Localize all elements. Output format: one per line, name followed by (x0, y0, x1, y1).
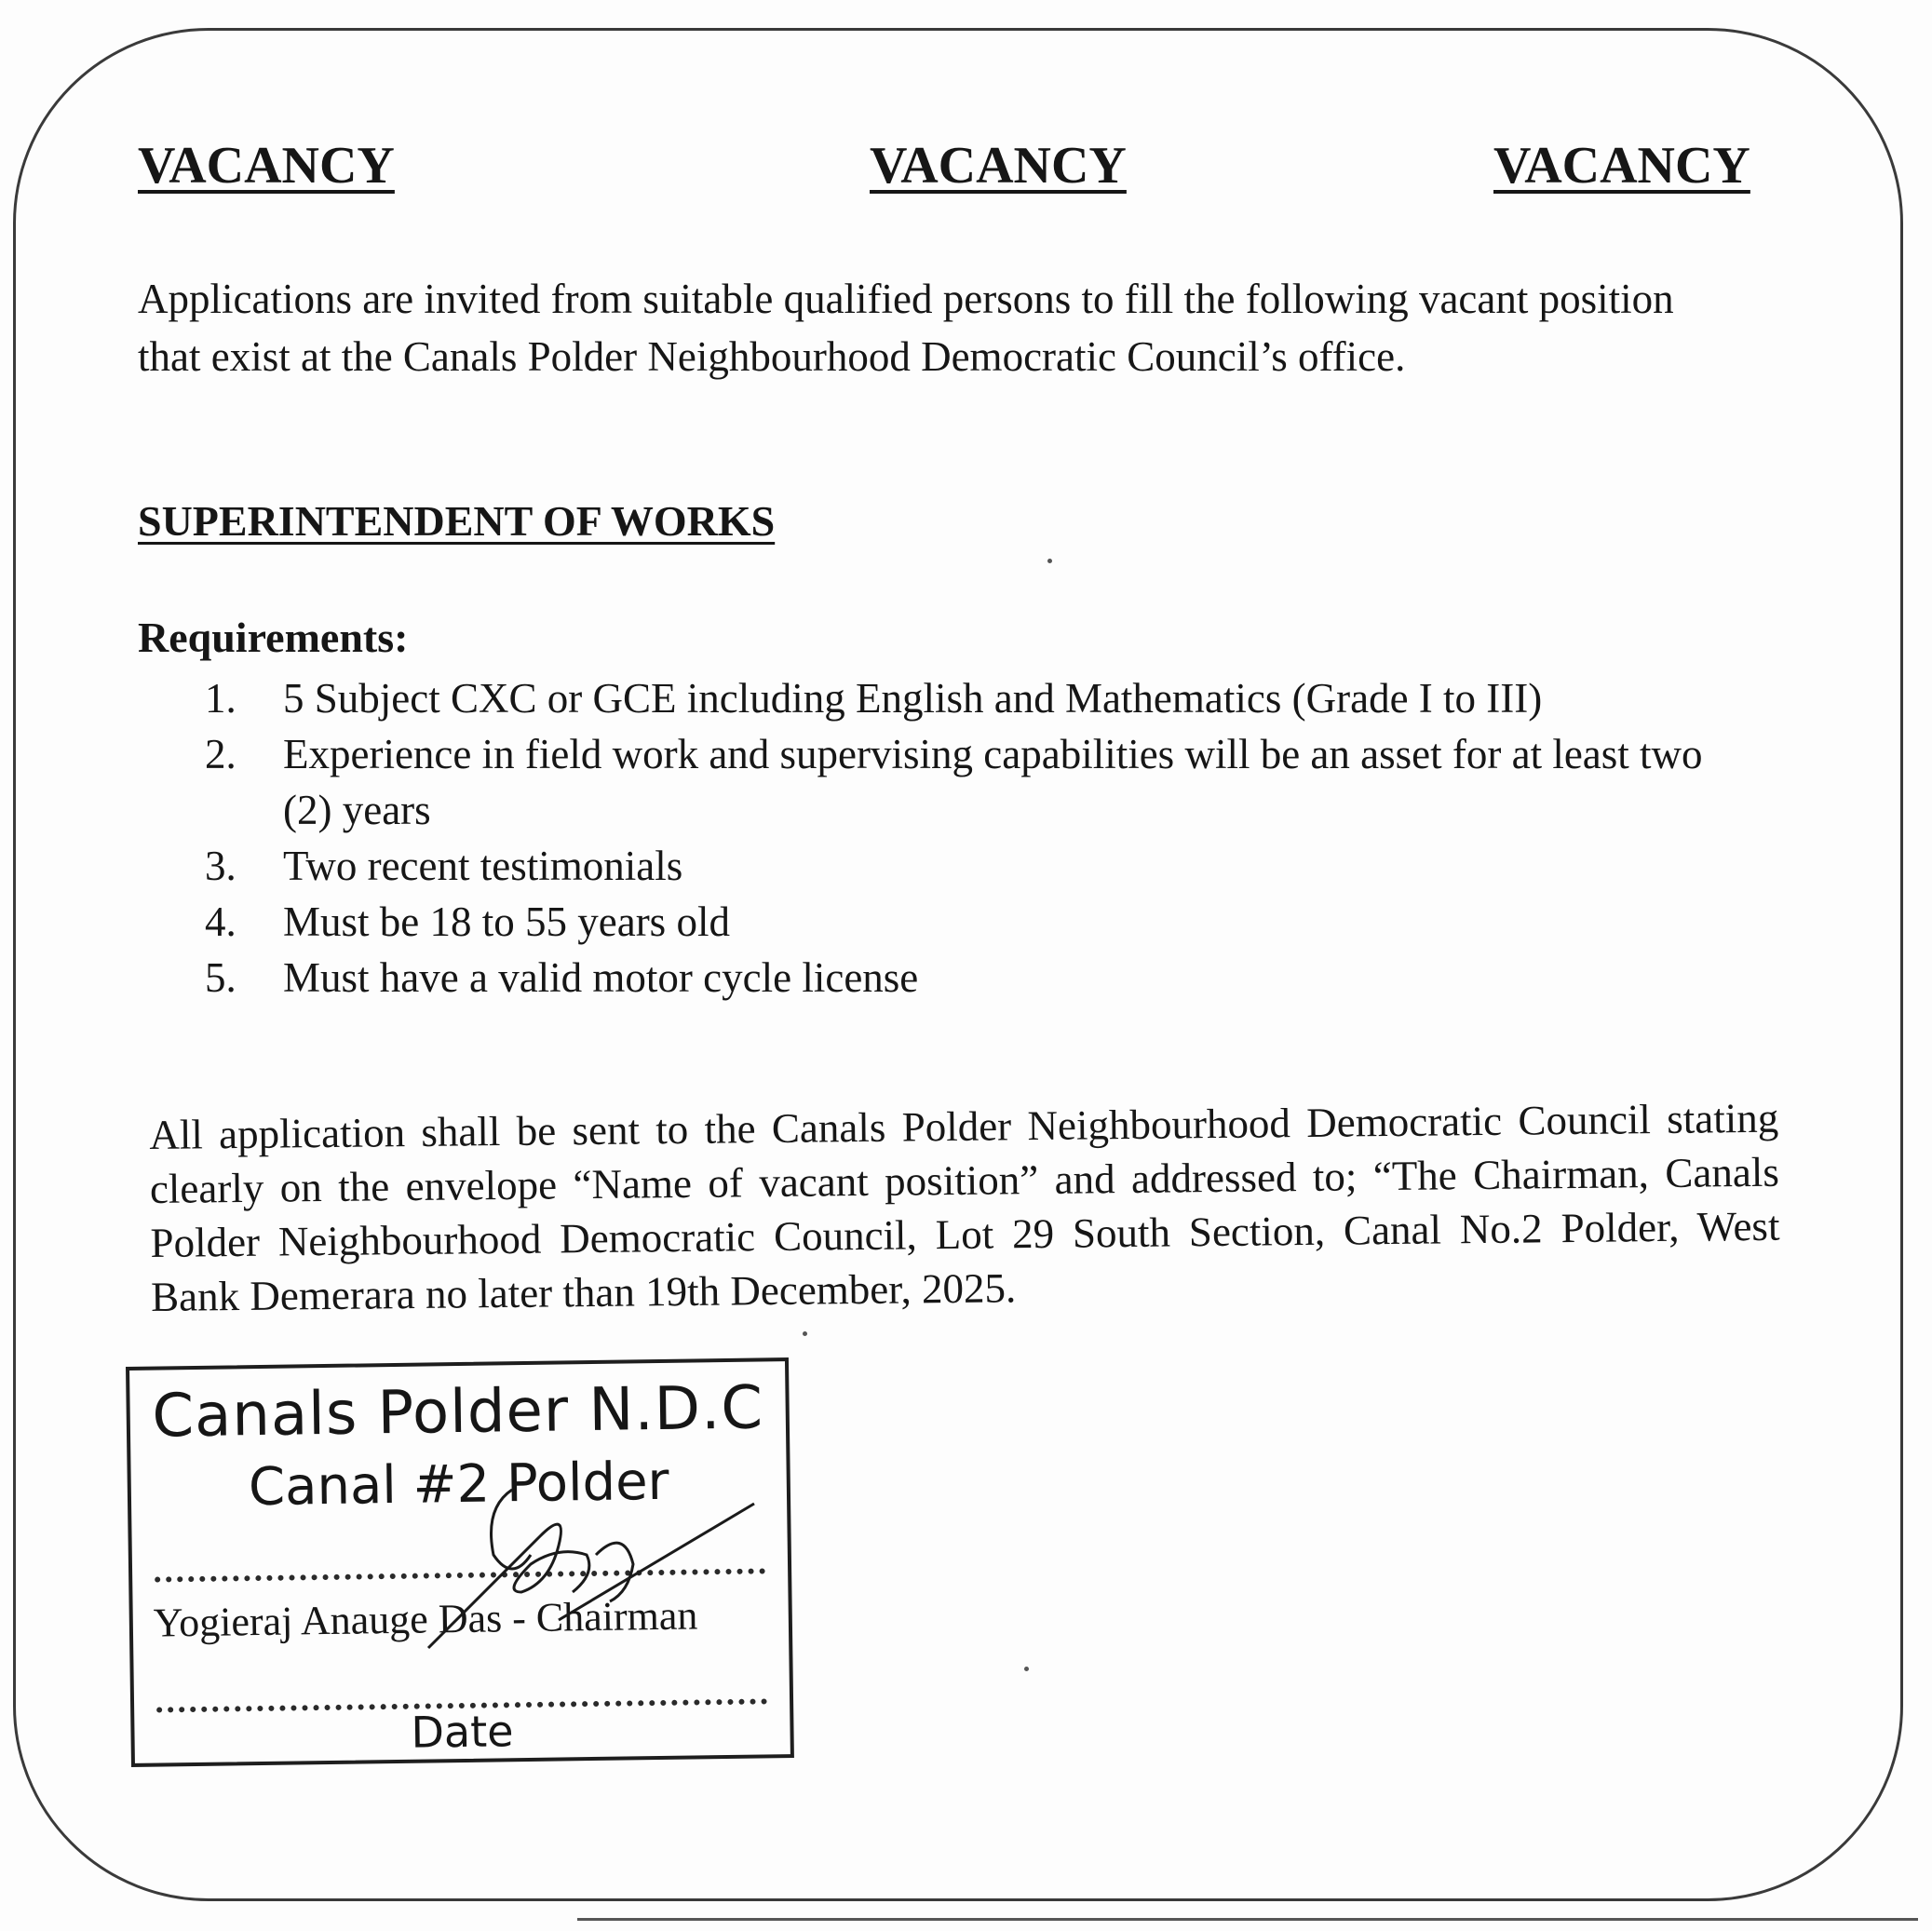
requirement-number: 4. (205, 898, 236, 945)
stamp-date-label: Date (411, 1706, 514, 1758)
requirement-item (205, 950, 1750, 1006)
requirement-item (205, 894, 1750, 950)
requirement-text: Must be 18 to 55 years old (283, 898, 730, 945)
handwritten-signature (410, 1452, 819, 1657)
requirement-number: 5. (205, 954, 236, 1001)
bottom-rule (577, 1918, 1918, 1921)
stamp-subtitle: Canal #2 Polder (248, 1451, 670, 1519)
requirement-number: 3. (205, 843, 236, 889)
stamp-signatory: Yogieraj Anauge Das - Chairman (153, 1592, 698, 1646)
requirement-text: Experience in field work and supervising capabilities will be an asset for at least two (2) years (283, 731, 1703, 833)
requirement-text: 5 Subject CXC or GCE including English and Mathematics (Grade I to III) (283, 675, 1543, 722)
requirements-list (205, 670, 1750, 1006)
application-instructions: All application shall be sent to the Canals Polder Neighbourhood Democratic Council stating clearly on the envelope “Name of vacant position” and addressed to; “The Chairman, Canals Polder Neighbourhood Democratic Council, Lot 29 South Section, Canal No.2 Polder, West Bank Demerara no later than 19th December, 2025. (149, 1094, 1780, 1320)
requirement-item (205, 726, 1750, 838)
requirement-number: 2. (205, 731, 236, 777)
requirement-item (205, 670, 1750, 726)
paper-speck (1024, 1667, 1029, 1671)
paper-speck (1047, 559, 1052, 563)
position-title: SUPERINTENDENT OF WORKS (138, 497, 776, 545)
requirement-item (205, 838, 1750, 894)
intro-paragraph: Applications are invited from suitable qualified persons to fill the following vacant position that exist at the Canals Polder Neighbourhood Democratic Council’s office. (138, 276, 1674, 380)
requirement-number: 1. (205, 675, 236, 722)
requirement-text: Must have a valid motor cycle license (283, 954, 919, 1001)
stamp-title: Canals Polder N.D.C (151, 1373, 764, 1452)
vacancy-heading-right: VACANCY (1493, 137, 1750, 195)
requirements-heading: Requirements: (138, 614, 409, 661)
requirement-text: Two recent testimonials (283, 843, 683, 889)
vacancy-heading-left: VACANCY (138, 137, 395, 195)
paper-speck (803, 1331, 807, 1336)
vacancy-heading-center: VACANCY (870, 137, 1127, 195)
